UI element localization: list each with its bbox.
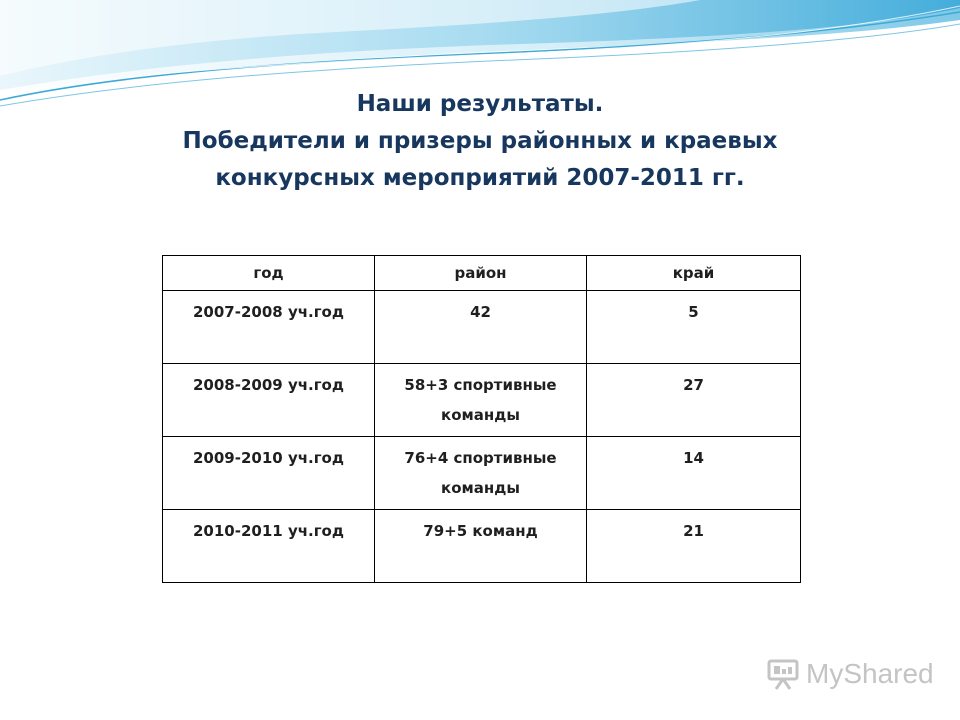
table-row: [163, 291, 801, 364]
cell-year: 2009-2010 уч.год: [163, 437, 375, 510]
cell-region: 14: [587, 437, 801, 510]
cell-year: 2007-2008 уч.год: [163, 291, 375, 364]
cell-region: 27: [587, 364, 801, 437]
slide-title: [80, 86, 880, 197]
watermark-text: MyShared: [806, 658, 934, 689]
table-row: [163, 510, 801, 583]
header-year: год: [163, 256, 375, 291]
cell-district: 42: [375, 291, 587, 364]
cell-region: 5: [587, 291, 801, 364]
title-line-1: Наши результаты.: [356, 91, 604, 117]
cell-district: 76+4 спортивные команды: [375, 437, 587, 510]
header-district: район: [375, 256, 587, 291]
title-line-2: Победители и призеры районных и краевых: [182, 128, 778, 154]
header-region: край: [587, 256, 801, 291]
results-table: [162, 255, 801, 583]
cell-region: 21: [587, 510, 801, 583]
title-line-3: конкурсных мероприятий 2007-2011 гг.: [215, 165, 745, 191]
table-header-row: [163, 256, 801, 291]
presentation-board-icon: [766, 657, 800, 691]
table-row: [163, 437, 801, 510]
cell-year: 2010-2011 уч.год: [163, 510, 375, 583]
cell-district: 58+3 спортивные команды: [375, 364, 587, 437]
cell-year: 2008-2009 уч.год: [163, 364, 375, 437]
table-row: [163, 364, 801, 437]
myshared-watermark: [766, 654, 934, 694]
cell-district: 79+5 команд: [375, 510, 587, 583]
